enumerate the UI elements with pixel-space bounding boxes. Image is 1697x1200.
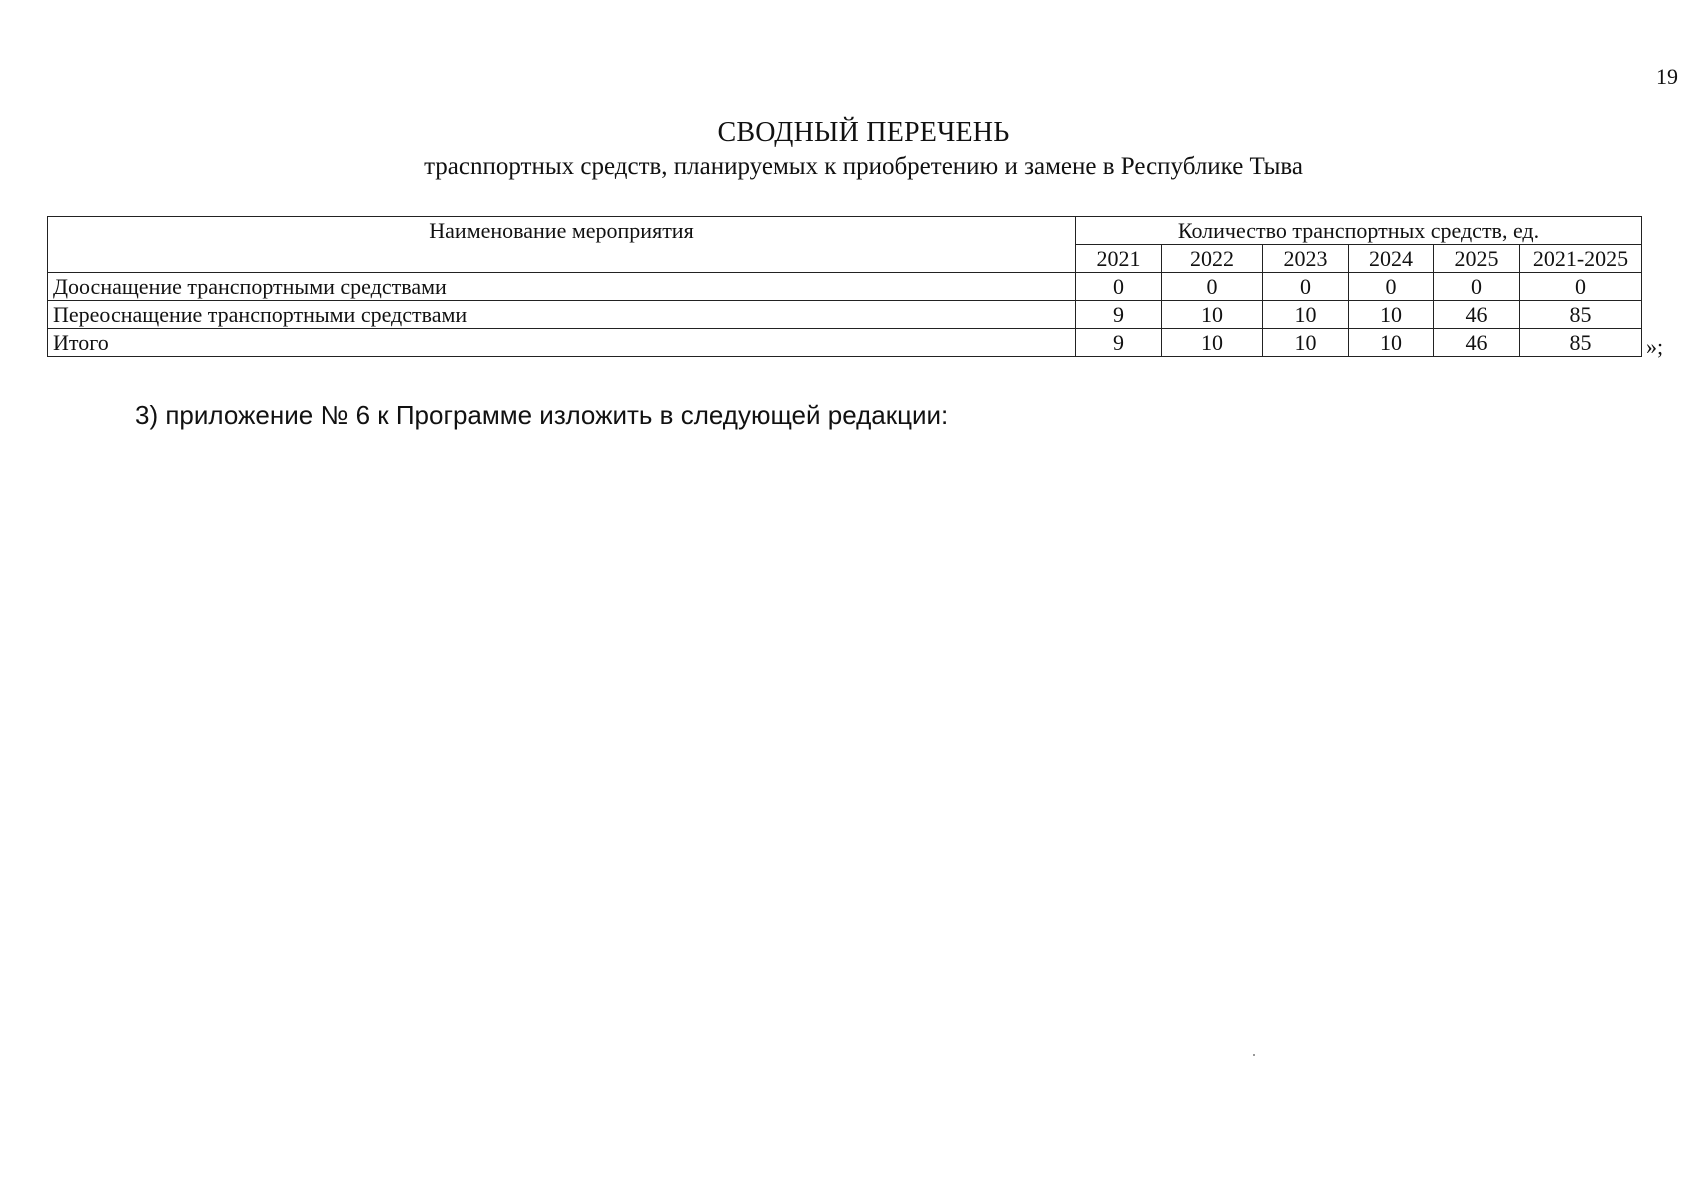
row-name: Переоснащение транспортными средствами	[48, 301, 1076, 329]
document-title: СВОДНЫЙ ПЕРЕЧЕНЬ	[717, 117, 1010, 148]
document-subtitle: трасnпортных средств, планируемых к приобретению и замене в Республике Тыва	[424, 153, 1303, 180]
cell-value: 10	[1162, 329, 1263, 357]
page-number: 19	[1656, 64, 1678, 89]
cell-value: 10	[1349, 329, 1434, 357]
cell-value: 46	[1434, 301, 1520, 329]
body-paragraph: 3) приложение № 6 к Программе изложить в следующей редакции:	[135, 400, 949, 430]
cell-value: 9	[1076, 329, 1162, 357]
scan-speck	[1253, 1054, 1255, 1056]
column-header-year: 2021	[1076, 245, 1162, 273]
cell-value: 0	[1349, 273, 1434, 301]
cell-value: 9	[1076, 301, 1162, 329]
column-header-total-period: 2021-2025	[1520, 245, 1642, 273]
column-group-header-quantity: Количество транспортных средств, ед.	[1076, 217, 1642, 245]
summary-table	[47, 216, 1642, 357]
table-row-total	[48, 329, 1642, 357]
cell-value: 10	[1162, 301, 1263, 329]
table-row	[48, 273, 1642, 301]
column-header-year: 2023	[1263, 245, 1349, 273]
cell-value: 0	[1076, 273, 1162, 301]
cell-value: 0	[1263, 273, 1349, 301]
cell-total: 85	[1520, 301, 1642, 329]
column-header-year: 2022	[1162, 245, 1263, 273]
row-name: Дооснащение транспортными средствами	[48, 273, 1076, 301]
cell-value: 0	[1434, 273, 1520, 301]
cell-total: 0	[1520, 273, 1642, 301]
column-header-year: 2025	[1434, 245, 1520, 273]
cell-value: 46	[1434, 329, 1520, 357]
cell-value: 10	[1263, 301, 1349, 329]
row-name: Итого	[48, 329, 1076, 357]
column-header-name: Наименование мероприятия	[48, 217, 1076, 273]
column-header-year: 2024	[1349, 245, 1434, 273]
closing-quote: »;	[1646, 334, 1664, 359]
cell-value: 10	[1349, 301, 1434, 329]
cell-total: 85	[1520, 329, 1642, 357]
table-header-row	[48, 217, 1642, 245]
cell-value: 10	[1263, 329, 1349, 357]
table-row	[48, 301, 1642, 329]
cell-value: 0	[1162, 273, 1263, 301]
